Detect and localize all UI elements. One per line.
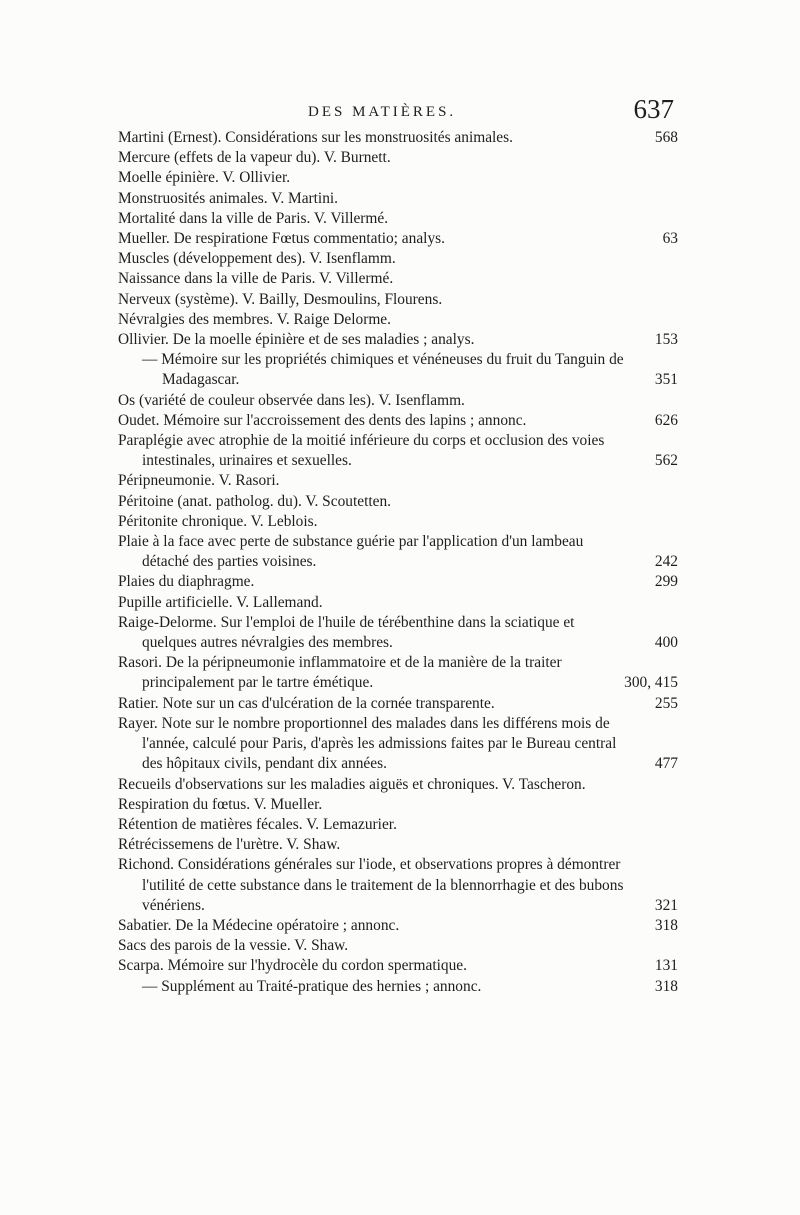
entry-text: Oudet. Mémoire sur l'accroissement des dents des lapins ; annonc. — [118, 411, 527, 429]
entry-text: Névralgies des membres. V. Raige Delorme. — [118, 310, 391, 328]
index-entry — [118, 330, 678, 350]
entry-text: Ratier. Note sur un cas d'ulcération de la cornée transparente. — [118, 694, 495, 712]
index-entry — [118, 350, 678, 390]
entry-page-number: 153 — [654, 331, 678, 349]
index-entry — [118, 855, 678, 916]
index-entries — [118, 128, 678, 997]
index-entry — [118, 956, 678, 976]
page-number: 637 — [633, 94, 674, 124]
entry-text: Scarpa. Mémoire sur l'hydrocèle du cordon spermatique. — [118, 957, 467, 975]
entry-page-number: 477 — [654, 755, 678, 773]
entry-text: Raige-Delorme. Sur l'emploi de l'huile de térébenthine dans la sciatique et quelques autres névralgies des membres. — [118, 613, 575, 652]
index-entry — [118, 431, 678, 471]
index-entry — [118, 391, 678, 411]
entry-text: Pupille artificielle. V. Lallemand. — [118, 593, 323, 611]
entry-page-number: 131 — [654, 957, 678, 975]
index-entry — [118, 310, 678, 330]
index-entry — [118, 229, 678, 249]
entry-page-number: 299 — [654, 573, 678, 591]
index-entry — [118, 835, 678, 855]
index-entry — [118, 290, 678, 310]
index-entry — [118, 532, 678, 572]
entry-page-number: 300, 415 — [624, 674, 678, 692]
entry-text: Péritonite chronique. V. Leblois. — [118, 512, 318, 530]
entry-text: Muscles (développement des). V. Isenflamm. — [118, 250, 396, 268]
index-entry — [118, 148, 678, 168]
index-entry — [118, 572, 678, 592]
index-entry — [118, 775, 678, 795]
entry-text: Recueils d'observations sur les maladies aiguës et chroniques. V. Tascheron. — [118, 775, 586, 793]
entry-text: Richond. Considérations générales sur l'iode, et observations propres à démontrer l'utilité de cette substance dans le traitement de la blennorrhagie et des bubons vénériens. — [118, 856, 624, 914]
index-entry — [118, 128, 678, 148]
entry-text: Os (variété de couleur observée dans les). V. Isenflamm. — [118, 391, 465, 409]
entry-text: Sacs des parois de la vessie. V. Shaw. — [118, 937, 349, 955]
index-entry — [118, 916, 678, 936]
entry-text: Mueller. De respiratione Fœtus commentatio; analys. — [118, 230, 445, 248]
entry-text: Martini (Ernest). Considérations sur les monstruosités animales. — [118, 129, 513, 146]
index-entry — [118, 168, 678, 188]
index-entry — [118, 189, 678, 209]
index-entry — [118, 471, 678, 491]
entry-page-number: 351 — [654, 371, 678, 389]
entry-text: Mortalité dans la ville de Paris. V. Villermé. — [118, 209, 389, 227]
entry-text: Rasori. De la péripneumonie inflammatoire et de la manière de la traiter principalement par le tartre émétique. — [118, 654, 562, 692]
index-entry — [118, 815, 678, 835]
index-entry — [118, 269, 678, 289]
entry-page-number: 318 — [654, 916, 678, 934]
entry-page-number: 321 — [654, 896, 678, 914]
entry-text: Plaies du diaphragme. — [118, 573, 255, 591]
entry-page-number: 255 — [654, 694, 678, 712]
entry-page-number: 568 — [654, 129, 678, 146]
index-entry — [118, 653, 678, 693]
entry-text: Sabatier. De la Médecine opératoire ; annonc. — [118, 916, 400, 934]
index-entry — [118, 492, 678, 512]
page-header — [118, 94, 674, 130]
entry-text: Paraplégie avec atrophie de la moitié inférieure du corps et occlusion des voies intestinales, urinaires et sexuelles. — [118, 432, 605, 470]
entry-text: Plaie à la face avec perte de substance guérie par l'application d'un lambeau détaché des parties voisines. — [118, 533, 584, 571]
entry-text: — Mémoire sur les propriétés chimiques et vénéneuses du fruit du Tanguin de Madagascar. — [142, 351, 624, 389]
entry-text: Rétrécissemens de l'urètre. V. Shaw. — [118, 836, 341, 854]
entry-page-number: 562 — [654, 452, 678, 470]
entry-text: Rétention de matières fécales. V. Lemazurier. — [118, 815, 397, 833]
index-entry — [118, 249, 678, 269]
entry-text: Moelle épinière. V. Ollivier. — [118, 169, 291, 187]
index-entry — [118, 411, 678, 431]
entry-text: Péritoine (anat. patholog. du). V. Scoutetten. — [118, 492, 391, 510]
entry-page-number: 400 — [654, 634, 678, 652]
entry-text: Mercure (effets de la vapeur du). V. Burnett. — [118, 149, 391, 167]
entry-text: Naissance dans la ville de Paris. V. Villermé. — [118, 270, 394, 288]
entry-text: Rayer. Note sur le nombre proportionnel des malades dans les différens mois de l'année, calculé pour Paris, d'après les admissions faites par le Bureau central des hôpitaux civils, pendant dix années. — [118, 714, 617, 773]
index-entry — [118, 795, 678, 815]
running-title: DES MATIÈRES. — [308, 104, 457, 120]
entry-text: Monstruosités animales. V. Martini. — [118, 189, 339, 207]
entry-page-number: 63 — [662, 230, 678, 248]
index-entry — [118, 694, 678, 714]
index-entry — [118, 512, 678, 532]
entry-text: — Supplément au Traité-pratique des hernies ; annonc. — [142, 977, 482, 995]
entry-text: Ollivier. De la moelle épinière et de ses maladies ; analys. — [118, 331, 475, 349]
index-entry — [118, 593, 678, 613]
entry-page-number: 626 — [654, 411, 678, 429]
entry-text: Nerveux (système). V. Bailly, Desmoulins, Flourens. — [118, 290, 443, 308]
index-entry — [118, 936, 678, 956]
entry-text: Péripneumonie. V. Rasori. — [118, 472, 280, 490]
entry-page-number: 242 — [654, 553, 678, 571]
entry-text: Respiration du fœtus. V. Mueller. — [118, 795, 323, 813]
index-entry — [118, 209, 678, 229]
index-entry — [118, 613, 678, 653]
index-entry — [118, 714, 678, 775]
entry-page-number: 318 — [654, 977, 678, 995]
index-entry — [118, 977, 678, 997]
